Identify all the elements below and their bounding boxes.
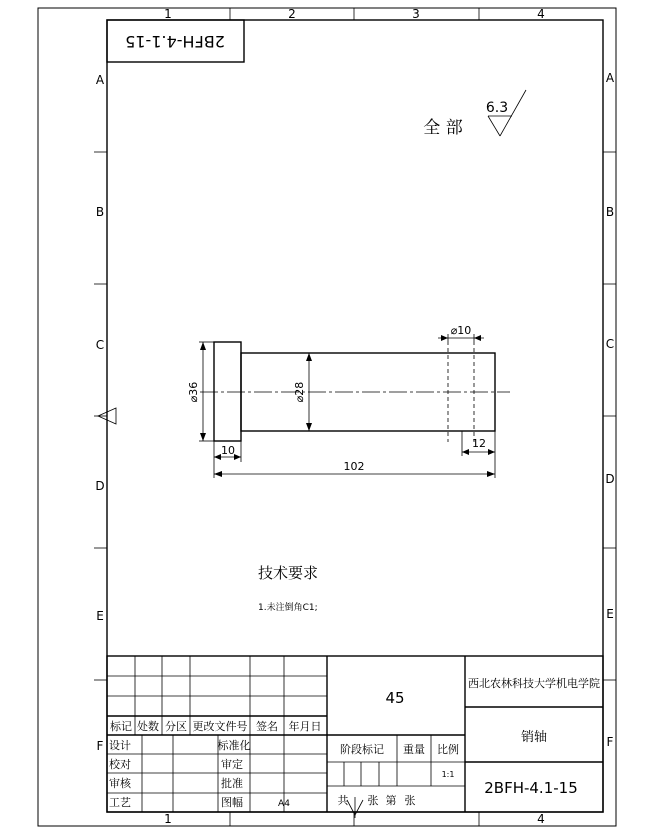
dim-head-length: 10 <box>221 444 235 457</box>
dim-groove-diameter: ⌀10 <box>450 324 472 337</box>
label-authorize: 批准 <box>221 777 243 790</box>
dim-shaft-diameter: ⌀28 <box>293 381 306 403</box>
paper-size-value: A4 <box>278 799 290 809</box>
zone-row-left-a: A <box>95 73 105 87</box>
part-name: 销轴 <box>520 730 548 745</box>
weight-header: 重量 <box>403 743 425 756</box>
rev-header-date: 年月日 <box>288 720 322 733</box>
zone-row-left-e: E <box>96 609 104 623</box>
zone-row-left-f: F <box>96 739 104 753</box>
rev-header-sign: 签名 <box>256 720 278 733</box>
zone-row-left-c: C <box>95 338 105 352</box>
scale-header: 比例 <box>437 743 459 756</box>
material-value: 45 <box>385 689 405 707</box>
scale-value: 1:1 <box>441 770 455 779</box>
drawing-number: 2BFH-4.1-15 <box>484 779 578 797</box>
inner-frame <box>107 20 603 812</box>
zone-col-top-4: 4 <box>537 7 545 21</box>
label-design: 设计 <box>109 739 131 752</box>
sheet-total-prefix: 共 <box>337 794 349 807</box>
rev-header-mark: 标记 <box>110 720 132 733</box>
surface-finish-value: 6.3 <box>485 100 509 116</box>
rev-header-count: 处数 <box>137 720 159 733</box>
drawing-code-mirrored: 2BFH-4.1-15 <box>125 32 225 51</box>
tech-req-item-1: 1.未注倒角C1; <box>258 603 318 613</box>
label-approval: 审定 <box>221 758 243 771</box>
zone-row-right-e: E <box>606 607 614 621</box>
sheet-total-suffix: 张 <box>367 794 379 807</box>
sheet-number-suffix: 张 <box>404 794 416 807</box>
label-standardization: 标准化 <box>217 739 251 752</box>
zone-row-right-f: F <box>606 735 614 749</box>
zone-row-right-d: D <box>605 472 615 486</box>
rev-header-zone: 分区 <box>165 720 187 733</box>
zone-row-left-b: B <box>95 205 105 219</box>
label-review: 审核 <box>109 777 131 790</box>
part-view <box>187 324 510 478</box>
sheet-number-prefix: 第 <box>385 794 397 807</box>
label-check: 校对 <box>109 758 131 771</box>
label-process: 工艺 <box>109 796 131 809</box>
zone-row-right-c: C <box>605 337 615 351</box>
zone-row-right-a: A <box>605 71 615 85</box>
zone-col-top-3: 3 <box>412 7 420 21</box>
zone-col-bottom-4: 4 <box>537 812 545 826</box>
dim-total-length: 102 <box>343 460 365 473</box>
zone-row-left-d: D <box>95 479 105 493</box>
surface-finish-label: 全 部 <box>423 118 463 138</box>
dim-head-diameter: ⌀36 <box>187 381 200 403</box>
zone-col-top-2: 2 <box>288 7 296 21</box>
school-name: 西北农林科技大学机电学院 <box>468 677 600 690</box>
dim-end-length: 12 <box>472 437 486 450</box>
zone-ticks <box>94 8 616 826</box>
pin-head <box>214 342 241 441</box>
stage-mark-header: 阶段标记 <box>340 743 384 756</box>
zone-col-top-1: 1 <box>164 7 172 21</box>
zone-row-right-b: B <box>605 205 615 219</box>
rev-header-doc: 更改文件号 <box>192 720 248 733</box>
tech-req-title: 技术要求 <box>258 564 319 582</box>
zone-col-bottom-1: 1 <box>164 812 172 826</box>
label-sheet-size: 图幅 <box>221 796 243 809</box>
